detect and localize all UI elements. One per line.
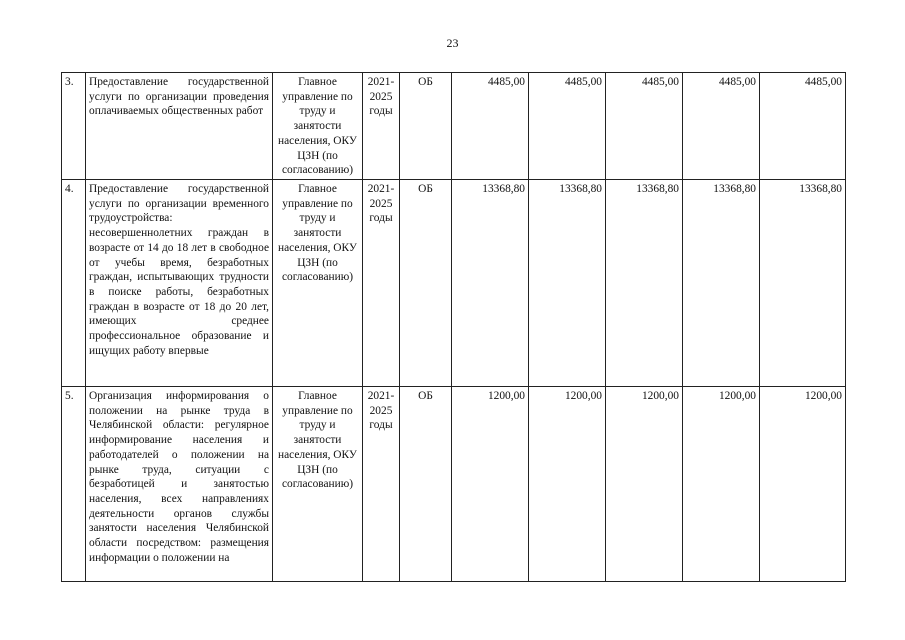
funding-source-cell: ОБ xyxy=(400,73,452,180)
amount-cell: 4485,00 xyxy=(606,73,683,180)
executor-cell: Главное управление по труду и занятости населения, ОКУ ЦЗН (по согласованию) xyxy=(273,73,363,180)
funding-source-cell: ОБ xyxy=(400,387,452,582)
activity-description: Предоставление государственной услуги по организации проведения оплачиваемых общественных работ xyxy=(86,73,273,180)
row-number: 3. xyxy=(62,73,86,180)
amount-cell: 4485,00 xyxy=(760,73,846,180)
period-cell: 2021-2025 годы xyxy=(363,387,400,582)
page-number: 23 xyxy=(446,36,459,50)
amount-cell: 4485,00 xyxy=(452,73,529,180)
period-cell: 2021-2025 годы xyxy=(363,180,400,387)
amount-cell: 4485,00 xyxy=(529,73,606,180)
row-number: 5. xyxy=(62,387,86,582)
amount-cell: 1200,00 xyxy=(529,387,606,582)
activity-description: Предоставление государственной услуги по организации временного трудоустройства: несовершеннолетних граждан в возрасте от 14 до 18 лет в свободное от учебы время, безработных граждан, испытывающих трудности в поиске работы, безработных граждан в возрасте от 18 до 20 лет, имеющих среднее профессиональное образование и ищущих работу впервые xyxy=(86,180,273,387)
amount-cell: 13368,80 xyxy=(606,180,683,387)
table-row xyxy=(62,387,846,582)
table-row xyxy=(62,180,846,387)
amount-cell: 13368,80 xyxy=(683,180,760,387)
executor-cell: Главное управление по труду и занятости населения, ОКУ ЦЗН (по согласованию) xyxy=(273,180,363,387)
amount-cell: 4485,00 xyxy=(683,73,760,180)
table-row xyxy=(62,73,846,180)
row-number: 4. xyxy=(62,180,86,387)
amount-cell: 1200,00 xyxy=(606,387,683,582)
amount-cell: 13368,80 xyxy=(760,180,846,387)
amount-cell: 1200,00 xyxy=(683,387,760,582)
period-cell: 2021-2025 годы xyxy=(363,73,400,180)
funding-source-cell: ОБ xyxy=(400,180,452,387)
amount-cell: 1200,00 xyxy=(760,387,846,582)
executor-cell: Главное управление по труду и занятости населения, ОКУ ЦЗН (по согласованию) xyxy=(273,387,363,582)
amount-cell: 13368,80 xyxy=(529,180,606,387)
amount-cell: 1200,00 xyxy=(452,387,529,582)
activity-description: Организация информирования о положении на рынке труда в Челябинской области: регулярное информирование населения и работодателей о положении на рынке труда, ситуации с безработицей и занятостью населения, всех направлениях деятельности органов службы занятости населения Челябинской области посредством: размещения информации о положении на xyxy=(86,387,273,582)
amount-cell: 13368,80 xyxy=(452,180,529,387)
activities-table xyxy=(61,72,846,582)
